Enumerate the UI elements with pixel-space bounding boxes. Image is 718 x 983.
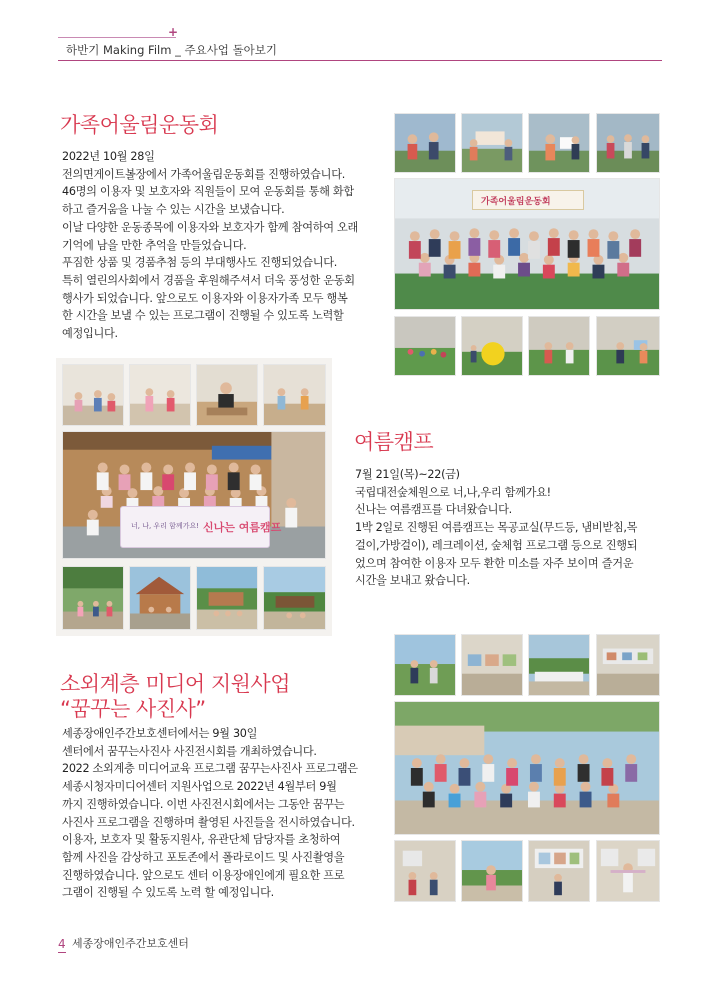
text-line: 이날 다양한 운동종목에 이용자와 보호자가 함께 참여하여 오래 (62, 220, 358, 234)
page-number: 4 (58, 937, 66, 951)
text-line: 7월 21일(목)~22(금) (355, 468, 460, 481)
header-accent-line (58, 37, 176, 38)
photo-camp-2 (129, 364, 191, 426)
text-line: 그램이 진행될 수 있도록 노력 할 예정입니다. (62, 886, 274, 900)
plus-icon: + (168, 25, 179, 39)
section-body-summer-camp (355, 466, 665, 590)
text-line: 센터에서 꿈꾸는사진사 사진전시회를 개최하였습니다. (62, 744, 317, 758)
text-line: 46명의 이용자 및 보호자와 직원들이 모여 운동회를 통해 화합 (62, 185, 354, 199)
section-title-media-support (60, 672, 290, 722)
photo-sports-5 (394, 316, 456, 376)
photo-media-4 (596, 634, 660, 696)
photo-media-1 (394, 634, 456, 696)
text-line: 시간을 보내고 왔습니다. (355, 574, 470, 588)
section-title-line: 소외계층 미디어 지원사업 (60, 672, 290, 696)
photo-camp-7 (196, 566, 258, 630)
page-number-underline (58, 952, 66, 953)
photo-sports-7 (528, 316, 590, 376)
text-line: 1박 2일로 진행된 여름캠프는 목공교실(무드등, 냄비받침,목 (355, 521, 638, 535)
section-title-summer-camp: 여름캠프 (354, 430, 434, 454)
text-line: 2022 소외계층 미디어교육 프로그램 꿈꾸는사진사 프로그램은 (62, 762, 358, 776)
text-line: 한 시간을 보낼 수 있는 프로그램이 진행될 수 있도록 노력할 (62, 309, 344, 323)
text-line: 었으며 참여한 이용자 모두 환한 미소를 자주 보이며 즐거운 (355, 556, 634, 570)
photo-camp-1 (62, 364, 124, 426)
photo-media-6 (461, 840, 523, 902)
text-line: 사진사 프로그램을 진행하며 촬영된 사진들을 전시하였습니다. (62, 815, 355, 829)
photo-media-5 (394, 840, 456, 902)
photo-sports-3 (528, 113, 590, 173)
text-line: 까지 진행하였습니다. 이번 사진전시회에서는 그동안 꿈꾸는 (62, 797, 345, 811)
text-line: 푸짐한 상품 및 경품추첨 등의 부대행사도 진행되었습니다. (62, 256, 337, 270)
photo-sports-2 (461, 113, 523, 173)
text-line: 특히 열린의사회에서 경품을 후원해주셔서 더욱 풍성한 운동회 (62, 273, 355, 287)
header-divider (58, 60, 662, 61)
text-line: 걸이,가방걸이), 레크레이션, 숲체험 프로그램 등으로 진행되 (355, 538, 638, 552)
text-line: 세종시청자미디어센터 지원사업으로 2022년 4월부터 9월 (62, 780, 337, 794)
photo-camp-4 (263, 364, 326, 426)
photo-camp-6 (129, 566, 191, 630)
footer-organization: 세종장애인주간보호센터 (72, 937, 189, 950)
section-title-sports-day: 가족어울림운동회 (60, 113, 219, 137)
photo-media-3 (528, 634, 590, 696)
text-line: 국립대전숲체원으로 너,나,우리 함께가요! (355, 485, 551, 499)
text-line: 신나는 여름캠프를 다녀왔습니다. (355, 503, 512, 517)
text-line: 진행하였습니다. 앞으로도 센터 이용장애인에게 필요한 프로 (62, 868, 345, 882)
text-line: 이용자, 보호자 및 활동지원사, 유관단체 담당자를 초청하여 (62, 833, 341, 847)
text-line: 세종장애인주간보호센터에서는 9월 30일 (62, 727, 258, 740)
photo-sports-6 (461, 316, 523, 376)
text-line: 함께 사진을 감상하고 포토존에서 폴라로이드 및 사진촬영을 (62, 850, 345, 864)
photo-sports-8 (596, 316, 660, 376)
text-line: 행사가 되었습니다. 앞으로도 이용자와 이용자가족 모두 행복 (62, 291, 348, 305)
photo-sports-4 (596, 113, 660, 173)
photo-media-8 (596, 840, 660, 902)
photo-camp-3 (196, 364, 258, 426)
photo-camp-5 (62, 566, 124, 630)
text-line: 예정입니다. (62, 327, 118, 341)
text-line: 기억에 남을 만한 추억을 만들었습니다. (62, 238, 247, 252)
sports-day-banner: 가족어울림운동회 (472, 190, 584, 210)
header-title: 하반기 Making Film _ 주요사업 돌아보기 (66, 43, 278, 57)
photo-camp-8 (263, 566, 326, 630)
section-body-media-support (62, 725, 372, 902)
photo-sports-1 (394, 113, 456, 173)
text-line: 전의면게이트볼장에서 가족어울림운동회를 진행하였습니다. (62, 167, 345, 181)
photo-media-7 (528, 840, 590, 902)
section-title-line: “꿈꾸는 사진사” (60, 697, 206, 722)
text-line: 2022년 10월 28일 (62, 150, 155, 163)
text-line: 하고 즐거움을 나눌 수 있는 시간을 보냈습니다. (62, 203, 285, 217)
photo-media-2 (461, 634, 523, 696)
section-body-sports-day (62, 148, 372, 343)
photo-media-group (394, 701, 660, 835)
summer-camp-banner: 너, 나, 우리 함께가요! 신나는 여름캠프 (120, 506, 270, 548)
